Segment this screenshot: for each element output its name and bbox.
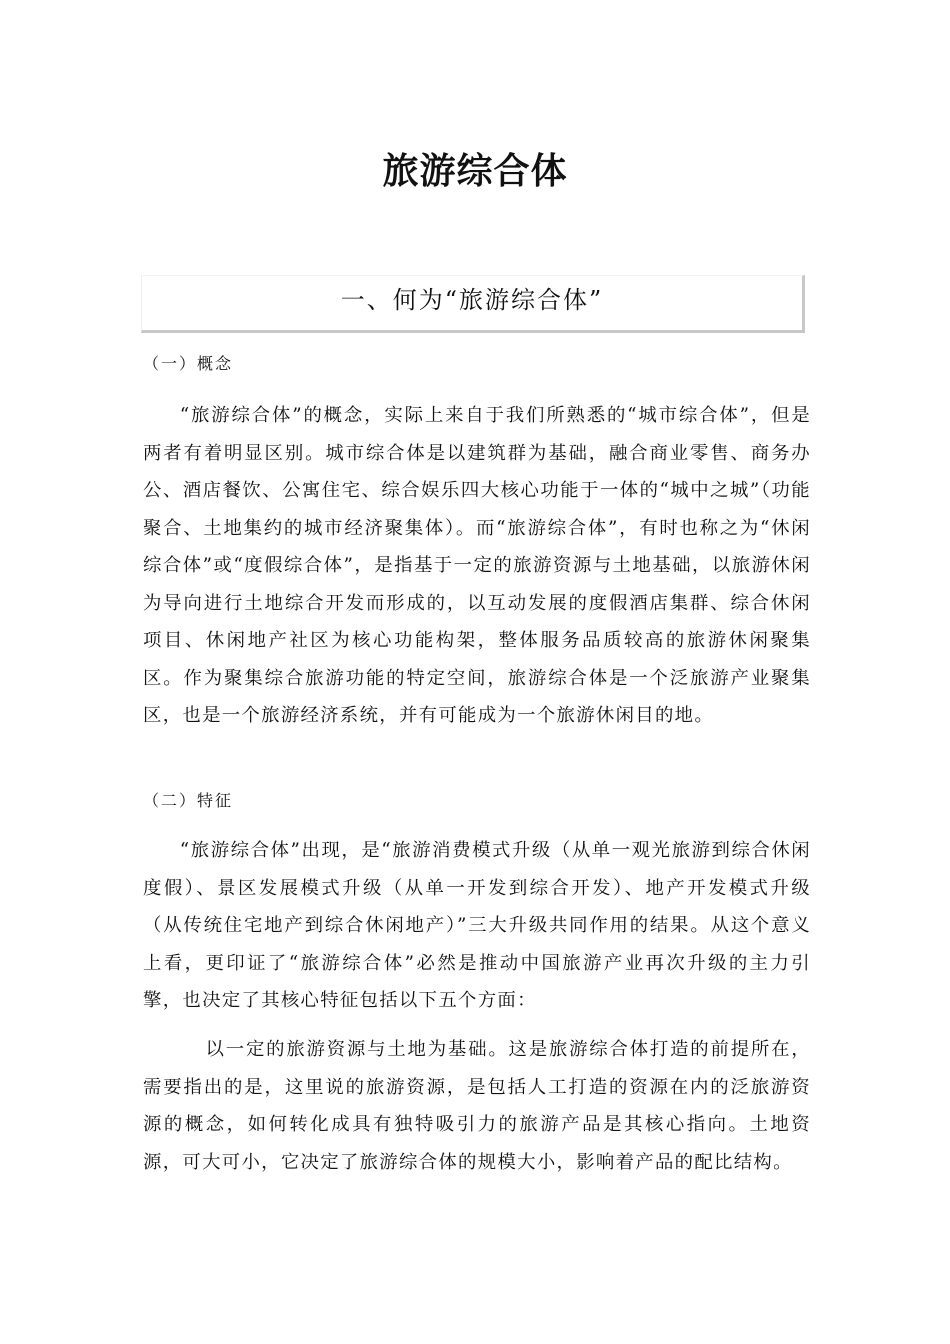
section-heading: 一、何为“旅游综合体”	[340, 286, 604, 314]
subsection-heading-features: （二）特征	[143, 791, 234, 810]
features-intro-paragraph: “旅游综合体”出现，是“旅游消费模式升级（从单一观光旅游到综合休闲度假）、景区发展模式升级（从单一开发到综合开发）、地产开发模式升级（从传统住宅地产到综合休闲地产）”三大升级共同作用的结果。从这个意义上看，更印证了“旅游综合体”必然是推动中国旅游产业再次升级的主力引擎，也决定了其核心特征包括以下五个方面：	[143, 840, 811, 1011]
concept-paragraph: “旅游综合体”的概念，实际上来自于我们所熟悉的“城市综合体”，但是两者有着明显区别。城市综合体是以建筑群为基础，融合商业零售、商务办公、酒店餐饮、公寓住宅、综合娱乐四大核心功能于一体的“城中之城”（功能聚合、土地集约的城市经济聚集体）。而“旅游综合体”，有时也称之为“休闲综合体”或“度假综合体”，是指基于一定的旅游资源与土地基础，以旅游休闲为导向进行土地综合开发而形成的，以互动发展的度假酒店集群、综合休闲项目、休闲地产社区为核心功能构架，整体服务品质较高的旅游休闲聚集区。作为聚集综合旅游功能的特定空间，旅游综合体是一个泛旅游产业聚集区，也是一个旅游经济系统，并有可能成为一个旅游休闲目的地。	[143, 405, 811, 726]
section-heading-box	[141, 275, 805, 333]
subsection-heading-concept: （一）概念	[143, 354, 234, 373]
feature-one-paragraph: 以一定的旅游资源与土地为基础。这是旅游综合体打造的前提所在，需要指出的是，这里说的旅游资源，是包括人工打造的资源在内的泛旅游资源的概念，如何转化成具有独特吸引力的旅游产品是其核心指向。土地资源，可大可小，它决定了旅游综合体的规模大小，影响着产品的配比结构。	[143, 1039, 811, 1173]
document-title: 旅游综合体	[382, 150, 568, 192]
